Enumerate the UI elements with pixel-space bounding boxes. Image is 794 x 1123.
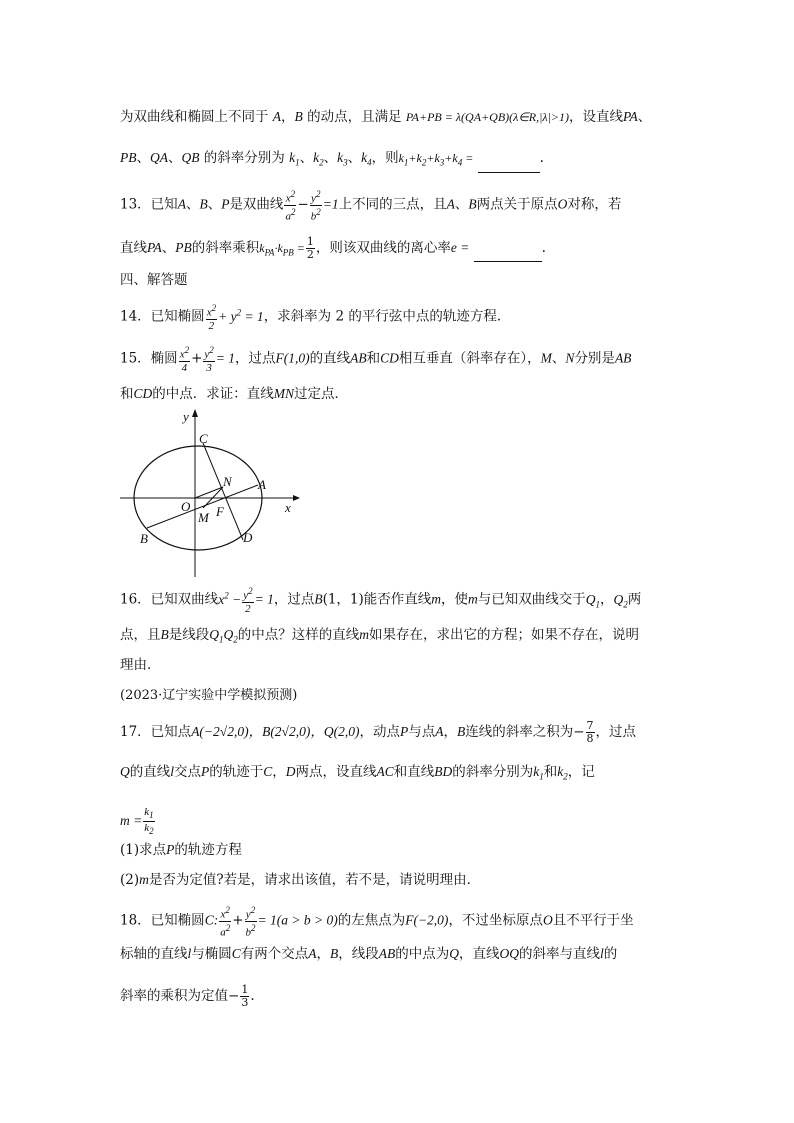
q18-line2: 标轴的直线l与椭圆C有两个交点A，B，线段AB的中点为Q，直线OQ的斜率与直线l的 bbox=[120, 946, 618, 962]
answer-blank bbox=[478, 158, 540, 173]
figure-label-o: O bbox=[181, 499, 191, 514]
q16-line2: 点，且B是线段$Q_1Q_2$的中点？这样的直线m如果存在，求出它的方程；如果不存在，说明 bbox=[120, 627, 639, 645]
figure-label-c: C bbox=[199, 431, 208, 446]
q17-line1: 17．已知点A(−2√2,0)，B(2√2,0)，Q(2,0)，动点P与点A，B连线的斜率之积为− $\frac{7}{8}$ ，过点 bbox=[120, 719, 637, 745]
answer-blank bbox=[474, 247, 542, 262]
q13-line2: 直线PA、PB的斜率乘积$k_{PA}\cdot k_{PB}$ = $\frac{1}{2}$ ，则该双曲线的离心率e = . bbox=[120, 235, 546, 261]
figure-label-f: F bbox=[216, 504, 224, 519]
q17-part1: (1)求点P的轨迹方程 bbox=[120, 842, 242, 858]
section-title: 四、解答题 bbox=[120, 272, 188, 288]
q18-line1: 18．已知椭圆C: $\frac{x^2}{a^2}$ + $\frac{y^2}{b^2}$ = 1(a > b > 0)的左焦点为F(−2,0)，不过坐标原点O且不平行于坐 bbox=[120, 905, 634, 939]
q13-line1: 13．已知A、B、P是双曲线 $\frac{x^2}{a^2}$ − $\frac{y^2}{b^2}$ =1上不同的三点，且A、B两点关于原点O对称，若 bbox=[120, 189, 622, 223]
q18-line3: 斜率的乘积为定值− $\frac{1}{3}$ . bbox=[120, 983, 255, 1009]
q12-line1: 为双曲线和椭圆上不同于 A，B 的动点，且满足 PA+PB = λ(QA+QB)(λ∈R,|λ|>1)，设直线PA、 bbox=[120, 109, 652, 125]
q16-line3: 理由. bbox=[120, 657, 152, 673]
figure-label-n: N bbox=[223, 474, 232, 489]
q15-line2: 和CD的中点．求证：直线MN过定点． bbox=[120, 386, 349, 402]
figure-label-x: x bbox=[285, 500, 291, 515]
figure-label-a: A bbox=[258, 477, 266, 492]
vector-equation: PA+PB = λ(QA+QB)(λ∈R,|λ|>1) bbox=[405, 110, 570, 124]
q16-line1: 16．已知双曲线$x^2$ − $\frac{y^2}{2}$ = 1，过点B(1，1)能否作直线m，使m与已知双曲线交于$Q_1$，$Q_2$两 bbox=[120, 586, 642, 615]
q12-line2: PB、QA、QB 的斜率分别为 $k_1$、$k_2$、$k_3$、$k_4$，则$k_1+k_2+k_3+k_4$ = . bbox=[120, 148, 544, 173]
figure-label-b: B bbox=[140, 531, 148, 546]
q17-part2: (2)m是否为定值?若是，请求出该值，若不是，请说明理由． bbox=[120, 872, 481, 888]
q17-line3: m = $\frac{k_1}{k_2}$ bbox=[120, 806, 154, 837]
ellipse-figure bbox=[115, 405, 305, 580]
figure-label-m: M bbox=[198, 510, 209, 525]
q15-line1: 15．椭圆 $\frac{x^2}{4}$ + $\frac{y^2}{3}$ = 1，过点F(1,0)的直线AB和CD相互垂直（斜率存在），M、N分别是AB bbox=[120, 345, 632, 374]
q14: 14．已知椭圆 $\frac{x^2}{2}$ + $y^2 = 1$，求斜率为 2 的平行弦中点的轨迹方程. bbox=[120, 303, 502, 332]
source-note: (2023·辽宁实验中学模拟预测) bbox=[120, 688, 298, 703]
figure-label-d: D bbox=[243, 530, 253, 545]
figure-label-y: y bbox=[183, 409, 189, 424]
q17-line2: Q的直线l交点P的轨迹于C，D两点，设直线AC和直线BD的斜率分别为$k_1$和$k_2$，记 bbox=[120, 764, 595, 782]
